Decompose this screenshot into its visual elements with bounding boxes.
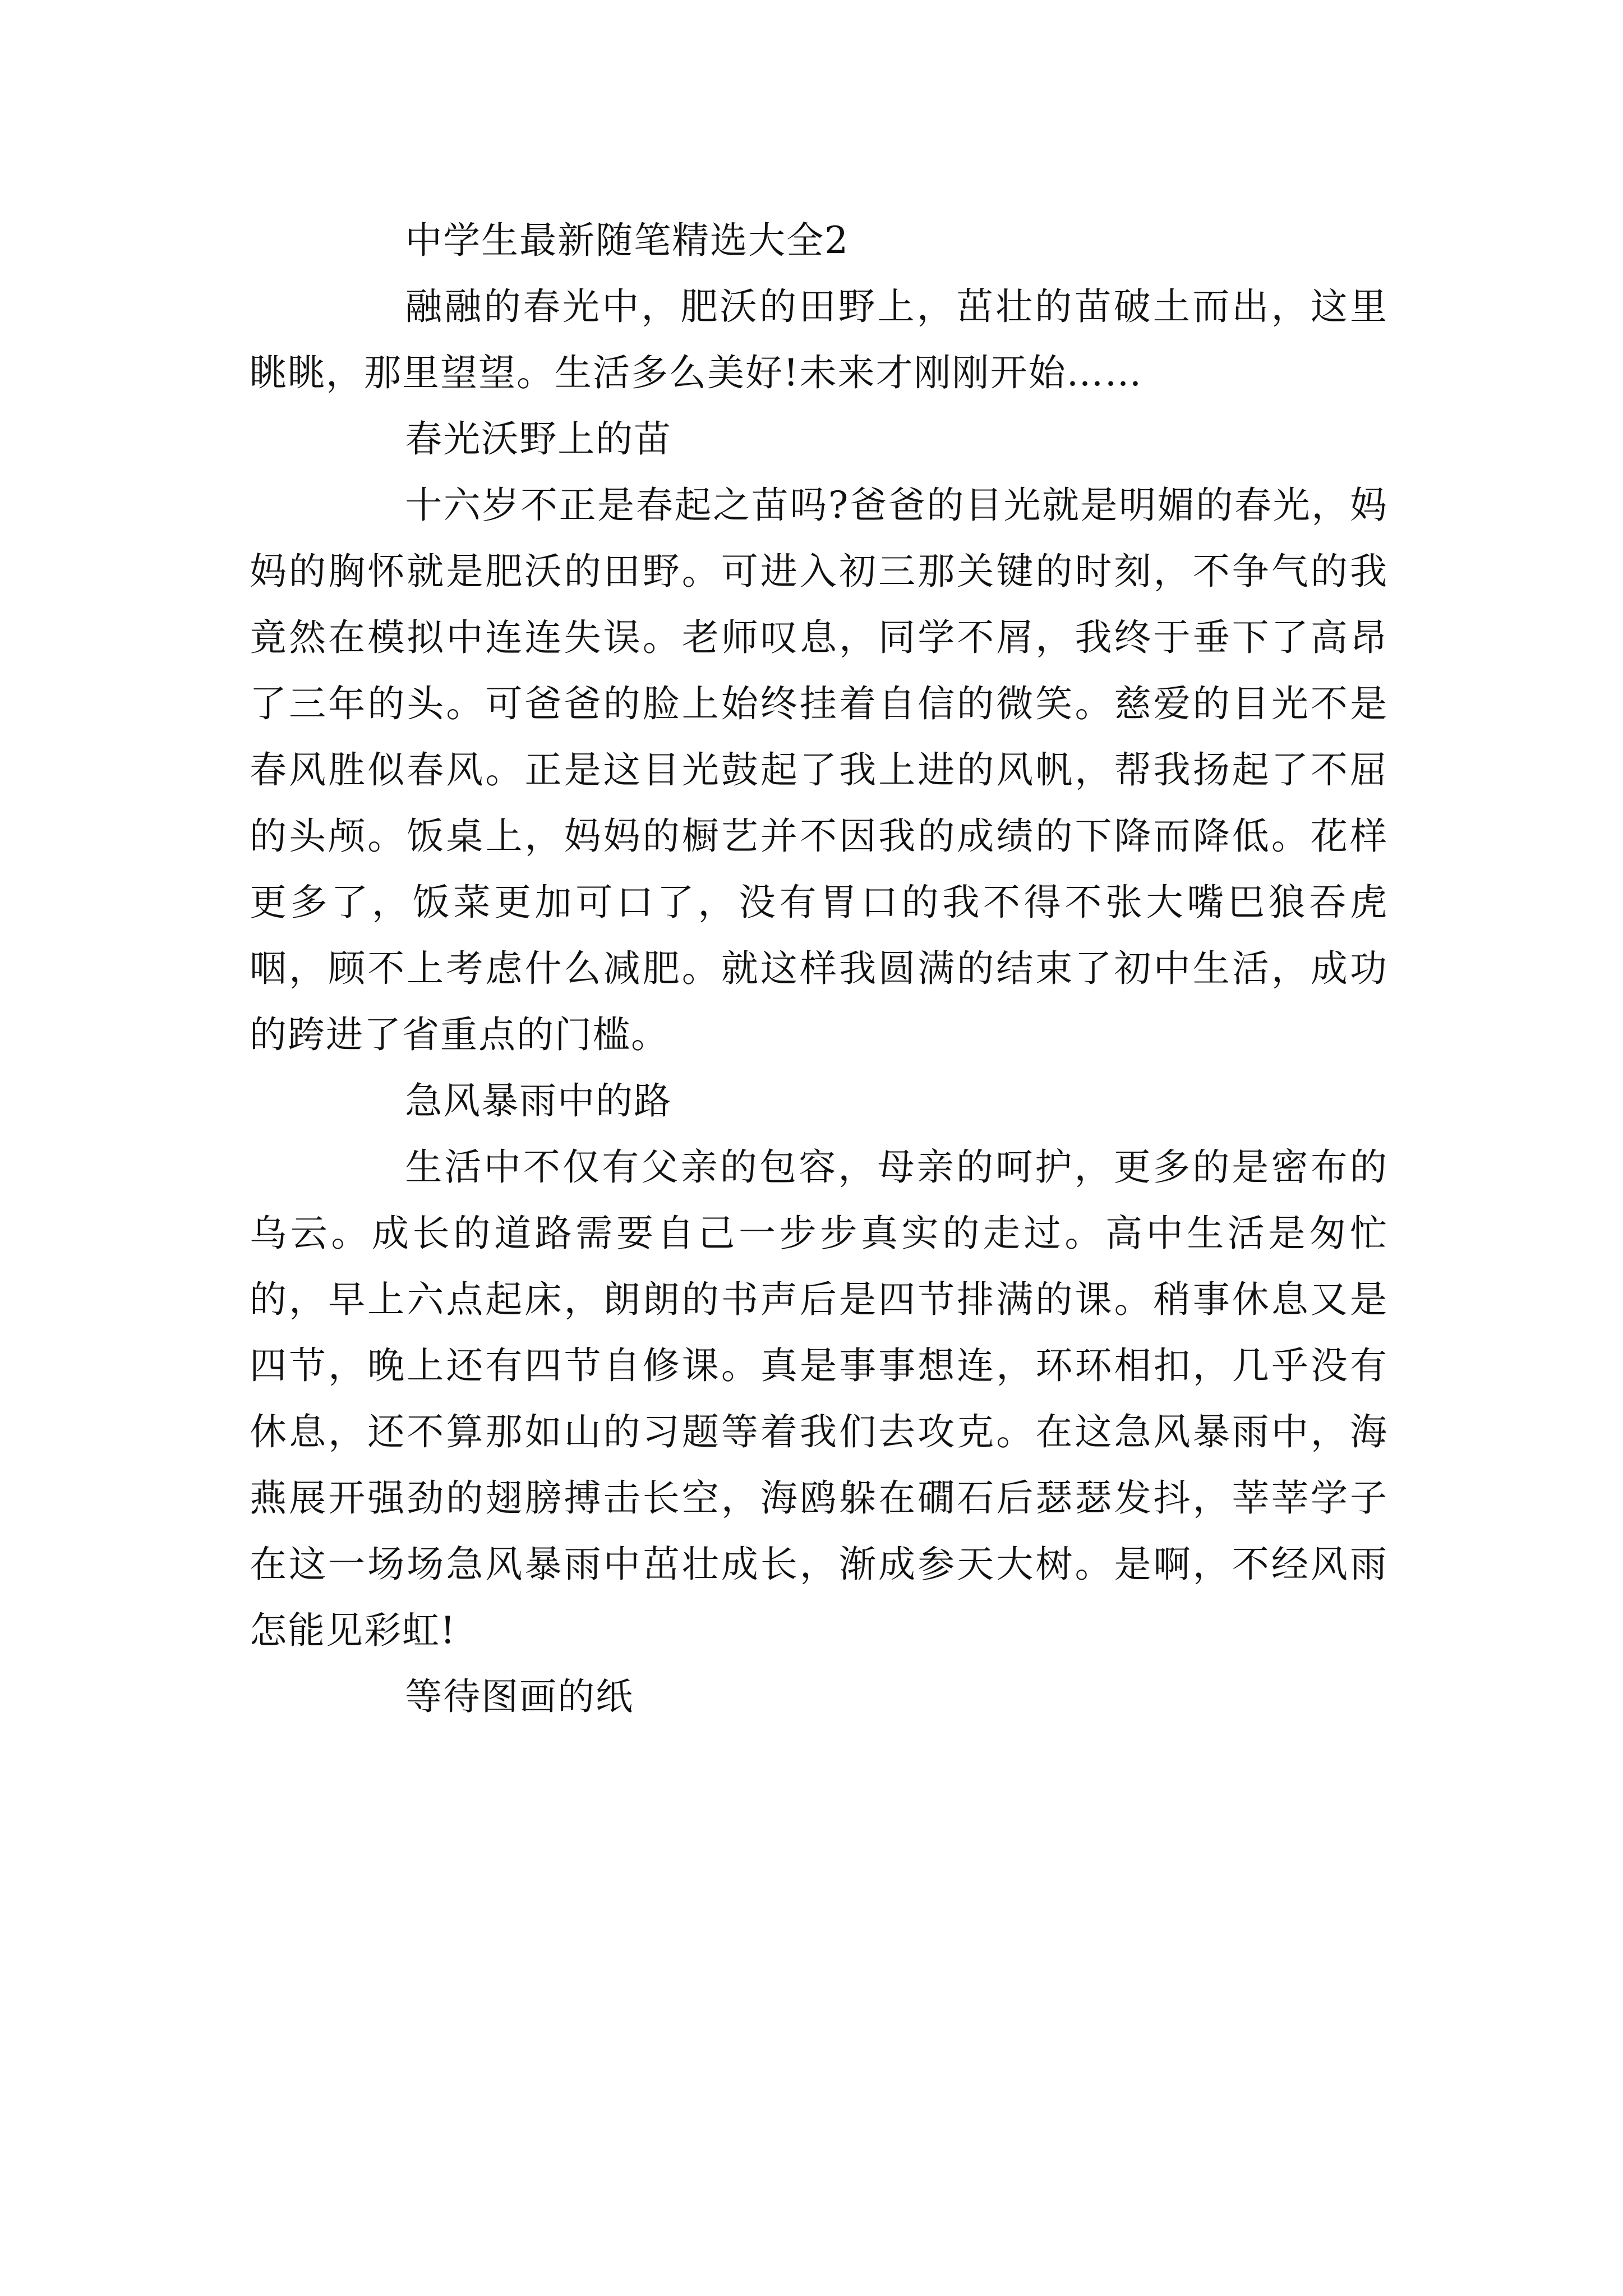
subheading-blank-paper: 等待图画的纸 bbox=[405, 1675, 634, 1718]
document-body bbox=[250, 208, 1388, 1730]
body-paragraph-storm-road: 生活中不仅有父亲的包容，母亲的呵护，更多的是密布的乌云。成长的道路需要自己一步步真实的走过。高中生活是匆忙的，早上六点起床，朗朗的书声后是四节排满的课。稍事休息又是四节，晚上还有四节自修课。真是事事想连，环环相扣，几乎没有休息，还不算那如山的习题等着我们去攻克。在这急风暴雨中，海燕展开强劲的翅膀搏击长空，海鸥躲在礀石后瑟瑟发抖，莘莘学子在这一场场急风暴雨中茁壮成长，渐成参天大树。是啊，不经风雨怎能见彩虹! bbox=[250, 1145, 1388, 1652]
intro-paragraph: 融融的春光中，肥沃的田野上，茁壮的苗破土而出，这里眺眺，那里望望。生活多么美好!未来才刚刚开始…… bbox=[250, 285, 1388, 394]
subheading-storm-road: 急风暴雨中的路 bbox=[405, 1079, 672, 1122]
subheading-spring-sprout: 春光沃野上的苗 bbox=[405, 417, 672, 461]
body-paragraph-spring-sprout: 十六岁不正是春起之苗吗?爸爸的目光就是明媚的春光，妈妈的胸怀就是肥沃的田野。可进入初三那关键的时刻，不争气的我竟然在模拟中连连失误。老师叹息，同学不屑，我终于垂下了高昂了三年的头。可爸爸的脸上始终挂着自信的微笑。慈爱的目光不是春风胜似春风。正是这目光鼓起了我上进的风帆，帮我扬起了不屈的头颅。饭桌上，妈妈的橱艺并不因我的成绩的下降而降低。花样更多了，饭菜更加可口了，没有胃口的我不得不张大嘴巴狼吞虎咽，顾不上考虑什么减肥。就这样我圆满的结束了初中生活，成功的跨进了省重点的门槛。 bbox=[250, 484, 1388, 1056]
section-title: 中学生最新随笔精选大全2 bbox=[405, 219, 850, 262]
